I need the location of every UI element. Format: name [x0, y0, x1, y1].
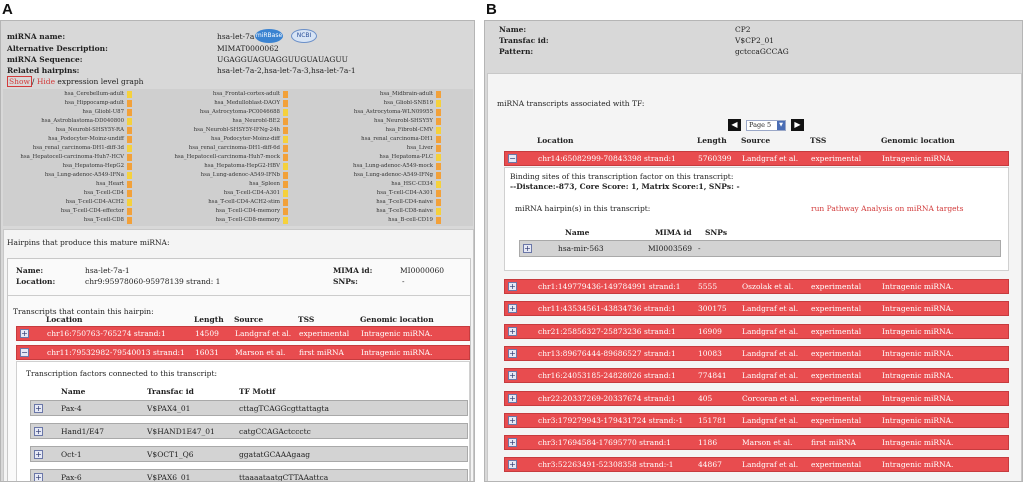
tx-source: Oszolak et al.: [742, 282, 794, 291]
tx-tss: experimental: [811, 460, 862, 470]
tf-name: Pax-6: [61, 473, 82, 482]
tx-genomic: Intragenic miRNA.: [361, 348, 433, 357]
tx-tss: experimental: [811, 154, 862, 163]
tx-header-source: Source: [234, 315, 264, 324]
expand-icon[interactable]: +: [509, 393, 516, 403]
graph-level-bar: [436, 145, 441, 152]
expand-icon[interactable]: +: [35, 473, 42, 482]
graph-level-bar: [127, 190, 132, 197]
tx-source: Landgraf et al.: [742, 460, 799, 470]
transcript-row[interactable]: [504, 151, 1009, 166]
graph-sample-label: hsa_T-cell-CD4-naive: [376, 199, 433, 205]
tf-row[interactable]: [30, 400, 468, 416]
hide-link[interactable]: Hide: [36, 77, 56, 86]
graph-level-bar: [127, 109, 132, 116]
tx-source: Marson et al.: [742, 438, 793, 448]
tf-motif: catgCCAGActccctc: [239, 427, 311, 436]
transcripts-tf-title: miRNA transcripts associated with TF:: [497, 99, 645, 108]
tx-source: Landgraf et al.: [235, 329, 292, 338]
graph-sample-label: hsa_Neurobl-BE2: [232, 118, 280, 124]
tx-tss: experimental: [811, 371, 862, 381]
tf-row[interactable]: [30, 446, 468, 462]
graph-sample-label: hsa_Gliobl-U87: [82, 109, 124, 115]
tf-name: Pax-4: [61, 404, 82, 413]
tx-tss: experimental: [811, 282, 862, 291]
graph-sample-label: hsa_Hepatocell-carcinoma-Huh7-HCV: [20, 154, 124, 160]
transcript-row[interactable]: [504, 324, 1009, 339]
tf-header-motif: TF Motif: [239, 387, 276, 396]
graph-level-bar: [127, 172, 132, 179]
graph-sample-label: hsa_Lung-adenoc-A549-IFNa: [44, 172, 124, 178]
tx-header-genomic: Genomic location: [360, 315, 434, 324]
transcript-row[interactable]: [504, 368, 1009, 383]
graph-level-bar: [283, 109, 288, 116]
graph-level-bar: [283, 190, 288, 197]
expand-icon[interactable]: +: [509, 282, 516, 291]
header-location: Location: [537, 136, 574, 145]
graph-sample-label: hsa_T-cell-CD4-A301: [223, 190, 280, 196]
tx-length: 151781: [698, 415, 727, 425]
sub-header-name: Name: [565, 228, 590, 237]
tf-title: Transcription factors connected to this transcript:: [26, 369, 217, 378]
collapse-icon[interactable]: −: [509, 154, 516, 163]
graph-sample-label: hsa_renal_carcinoma-DH1-diff-6d: [188, 145, 280, 151]
tx-length: 405: [698, 393, 713, 403]
hairpin-name: hsa-mir-563: [558, 244, 604, 253]
graph-level-bar: [436, 109, 441, 116]
graph-level-bar: [127, 217, 132, 224]
graph-level-bar: [283, 163, 288, 170]
tx-genomic: Intragenic miRNA.: [361, 329, 433, 338]
graph-level-bar: [283, 208, 288, 215]
page-select[interactable]: [746, 120, 786, 131]
graph-sample-label: hsa_T-cell-CD8-memory: [215, 217, 280, 223]
graph-sample-label: hsa_Neurobl-SHSY5Y: [374, 118, 433, 124]
graph-level-bar: [283, 199, 288, 206]
graph-level-bar: [127, 100, 132, 107]
graph-level-bar: [436, 118, 441, 125]
graph-sample-label: hsa_B-cell-CD19: [388, 217, 433, 223]
tx-location: chr3:17694584-17695770 strand:1: [538, 438, 672, 448]
hairpin-location-label: Location:: [16, 277, 56, 286]
mima-id-label: MIMA id:: [333, 266, 373, 275]
tx-location: chr3:179279943-179431724 strand:-1: [538, 415, 684, 425]
graph-level-bar: [436, 217, 441, 224]
tf-name: Oct-1: [61, 450, 82, 459]
expand-icon[interactable]: +: [509, 326, 516, 336]
graph-sample-label: hsa_Podocyter-Moinz-undiff: [48, 136, 124, 142]
graph-sample-label: hsa_Lung-adenoc-A549-mock: [352, 163, 433, 169]
tx-header-tss: TSS: [298, 315, 315, 324]
graph-level-bar: [283, 172, 288, 179]
graph-sample-label: hsa_Gliobl-SNB19: [383, 100, 433, 106]
pattern-value: gctccaGCCAG: [735, 47, 789, 56]
snps-label: SNPs:: [333, 277, 358, 286]
graph-level-bar: [283, 127, 288, 134]
graph-sample-label: hsa_Hepatoma-HepG2-HBV: [204, 163, 280, 169]
graph-level-bar: [283, 118, 288, 125]
tx-length: 10083: [698, 348, 722, 358]
transfac-id-label: Transfac id:: [499, 36, 549, 45]
tx-genomic: Intragenic miRNA.: [882, 460, 954, 470]
graph-level-bar: [436, 154, 441, 161]
ncbi-logo[interactable]: NCBI: [291, 29, 317, 43]
hairpins-title: Hairpins that produce this mature miRNA:: [7, 238, 170, 247]
tf-name-label: Name:: [499, 25, 527, 34]
graph-sample-label: hsa_Astrocytoma-WLN09955: [353, 109, 433, 115]
graph-sample-label: hsa_T-cell-CD4-A301: [376, 190, 433, 196]
graph-sample-label: hsa_Spleen: [249, 181, 280, 187]
hairpin-mima: MI0003569: [648, 244, 693, 253]
graph-sample-label: hsa_Podocyter-Moinz-diff: [211, 136, 280, 142]
graph-level-bar: [127, 181, 132, 188]
tx-length: 14509: [195, 329, 219, 338]
transcript-row[interactable]: [504, 457, 1009, 472]
graph-sample-label: hsa_T-cell-CD8-naive: [376, 208, 433, 214]
sub-header-mima: MIMA id: [655, 228, 692, 237]
expand-icon[interactable]: +: [509, 304, 516, 314]
panel-a-label: A: [2, 1, 13, 18]
graph-level-bar: [436, 127, 441, 134]
graph-sample-label: hsa_renal_carcinoma-DH1-diff-3d: [32, 145, 124, 151]
tf-motif: ggatatGCAAAgaag: [239, 450, 311, 459]
hairpin-row[interactable]: [519, 240, 1001, 257]
tf-id: V$PAX6_01: [147, 473, 191, 482]
related-hairpins-label: Related hairpins:: [7, 66, 80, 75]
graph-sample-label: hsa_Hippocamp-adult: [64, 100, 124, 106]
graph-sample-label: hsa_Astrocytoma-PC0046688: [199, 109, 280, 115]
graph-sample-label: hsa_Liver: [406, 145, 433, 151]
tx-genomic: Intragenic miRNA.: [882, 282, 954, 291]
expand-icon[interactable]: +: [524, 244, 531, 253]
expand-icon[interactable]: +: [509, 371, 516, 381]
tx-location: chr22:20337269-20337674 strand:1: [538, 393, 676, 403]
tf-row[interactable]: [30, 469, 468, 482]
tx-genomic: Intragenic miRNA.: [882, 348, 954, 358]
hairpin-card: [7, 258, 471, 482]
graph-level-bar: [436, 172, 441, 179]
tx-genomic: Intragenic miRNA.: [882, 304, 954, 314]
tx-length: 300175: [698, 304, 727, 314]
graph-level-bar: [283, 91, 288, 98]
graph-level-bar: [127, 163, 132, 170]
binding-line2: --Distance:-873, Core Score: 1, Matrix Score:1, SNPs: -: [510, 182, 740, 191]
graph-level-bar: [283, 145, 288, 152]
tx-tss: first miRNA: [811, 438, 856, 448]
tx-source: Corcoran et al.: [742, 393, 799, 403]
graph-level-bar: [127, 154, 132, 161]
graph-level-bar: [436, 199, 441, 206]
expand-icon[interactable]: +: [509, 348, 516, 358]
graph-level-bar: [436, 190, 441, 197]
expand-icon[interactable]: +: [35, 427, 42, 436]
tx-length: 16031: [195, 348, 219, 357]
graph-level-bar: [127, 118, 132, 125]
graph-sample-label: hsa_T-cell-CD4-ACH2: [65, 199, 124, 205]
graph-sample-label: hsa_Fibrobl-CMV: [385, 127, 433, 133]
mirna-name-value: hsa-let-7a: [217, 32, 255, 41]
divider: [8, 295, 470, 296]
expand-icon[interactable]: +: [509, 438, 516, 448]
next-page-button[interactable]: ▶: [791, 119, 804, 131]
graph-sample-label: hsa_renal_carcinoma-DH1: [361, 136, 433, 142]
transcript-row[interactable]: [16, 345, 470, 360]
tf-id: V$PAX4_01: [147, 404, 191, 413]
tx-tss: experimental: [811, 348, 862, 358]
graph-level-bar: [283, 136, 288, 143]
tx-length: 1186: [698, 438, 718, 448]
tx-location: chr16:24053185-24828026 strand:1: [538, 371, 676, 381]
tf-expanded-panel: [16, 361, 470, 482]
graph-level-bar: [127, 199, 132, 206]
hairpin-snps: -: [698, 244, 701, 253]
expand-icon[interactable]: +: [21, 329, 28, 338]
graph-level-bar: [283, 154, 288, 161]
tx-location: chr13:89676444-89686527 strand:1: [538, 348, 676, 358]
tx-location: chr1:149779436-149784991 strand:1: [538, 282, 681, 291]
tx-length: 16909: [698, 326, 722, 336]
tx-location: chr11:43534561-43834736 strand:1: [538, 304, 676, 314]
graph-level-bar: [436, 163, 441, 170]
tx-genomic: Intragenic miRNA.: [882, 371, 954, 381]
panel-a: [0, 20, 475, 482]
expand-icon[interactable]: +: [35, 450, 42, 459]
mirna-name-label: miRNA name:: [7, 32, 66, 41]
tx-header-length: Length: [194, 315, 224, 324]
tx-tss: experimental: [811, 393, 862, 403]
tf-motif: cttagTCAGGcgttattagta: [239, 404, 329, 413]
tx-source: Landgraf et al.: [742, 326, 799, 336]
transcript-row[interactable]: [504, 346, 1009, 361]
graph-sample-label: hsa_T-cell-CD8: [83, 217, 124, 223]
tx-tss: first miRNA: [299, 348, 344, 357]
binding-line1: Binding sites of this transcription factor on this transcript:: [510, 172, 734, 181]
expression-level-graph: [3, 89, 473, 226]
tx-source: Landgraf et al.: [742, 371, 799, 381]
mima-id-value: MI0000060: [400, 266, 445, 275]
hairpin-label: miRNA hairpin(s) in this transcript:: [515, 204, 651, 213]
tx-source: Landgraf et al.: [742, 304, 799, 314]
tx-genomic: Intragenic miRNA.: [882, 393, 954, 403]
tx-length: 774841: [698, 371, 727, 381]
graph-level-bar: [127, 136, 132, 143]
expand-icon[interactable]: +: [509, 460, 516, 470]
graph-sample-label: hsa_Heart: [96, 181, 124, 187]
header-genomic: Genomic location: [881, 136, 955, 145]
header-source: Source: [741, 136, 771, 145]
tx-source: Landgraf et al.: [742, 415, 799, 425]
sequence-label: miRNA Sequence:: [7, 55, 83, 64]
hairpin-name-label: Name:: [16, 266, 44, 275]
sub-header-snps: SNPs: [705, 228, 728, 237]
pathway-analysis-link[interactable]: run Pathway Analysis on miRNA targets: [811, 204, 964, 213]
tx-location: chr16:750763-765274 strand:1: [47, 329, 166, 338]
graph-level-bar: [283, 217, 288, 224]
chevron-down-icon: ▼: [777, 121, 785, 130]
graph-level-bar: [127, 208, 132, 215]
graph-level-bar: [127, 145, 132, 152]
show-link[interactable]: Show: [9, 77, 30, 86]
graph-sample-label: hsa_Cerebellum-adult: [64, 91, 124, 97]
tx-source: Landgraf et al.: [742, 348, 799, 358]
binding-expanded-panel: [504, 167, 1009, 271]
graph-level-bar: [127, 127, 132, 134]
graph-sample-label: hsa_Neurobl-SHSY5Y-IFNg-24h: [193, 127, 280, 133]
collapse-icon[interactable]: −: [21, 348, 28, 357]
graph-sample-label: hsa_Astroblastoma-DD040800: [41, 118, 124, 124]
graph-level-bar: [436, 100, 441, 107]
panel-b: [484, 20, 1023, 482]
transcript-row[interactable]: [16, 326, 470, 341]
transcript-row[interactable]: [504, 413, 1009, 428]
graph-level-bar: [436, 208, 441, 215]
transcripts-section: [487, 73, 1022, 482]
tx-tss: experimental: [811, 415, 862, 425]
tx-tss: experimental: [811, 304, 862, 314]
tx-header-location: Location: [46, 315, 83, 324]
altdesc-value: MIMAT0000062: [217, 44, 279, 53]
tx-source: Marson et al.: [235, 348, 286, 357]
expr-rest: expression level graph: [55, 77, 144, 86]
graph-sample-label: hsa_Medulloblast-DAOY: [214, 100, 280, 106]
sequence-value: UGAGGUAGUAGGUUGUAUAGUU: [217, 55, 348, 64]
graph-sample-label: hsa_T-cell-CD4: [83, 190, 124, 196]
header-length: Length: [697, 136, 727, 145]
tx-location: chr11:79532982-79540013 strand:1: [47, 348, 185, 357]
mirbase-logo[interactable]: miRBase: [255, 29, 283, 43]
tf-row[interactable]: [30, 423, 468, 439]
graph-sample-label: hsa_HSC-CD34: [391, 181, 433, 187]
altdesc-label: Alternative Description:: [7, 44, 108, 53]
pattern-label: Pattern:: [499, 47, 534, 56]
tx-length: 5555: [698, 282, 718, 291]
graph-sample-label: hsa_Hepatoma-PLC: [379, 154, 433, 160]
tx-location: chr3:52263491-52308358 strand:-1: [538, 460, 674, 470]
hairpin-location-value: chr9:95978060-95978139 strand: 1: [85, 277, 221, 286]
tf-motif: ttaaaataatgCTTAAattca: [239, 473, 329, 482]
prev-page-button[interactable]: ◀: [728, 119, 741, 131]
graph-sample-label: hsa_Lung-adenoc-A549-IFNg: [353, 172, 433, 178]
tf-name: Hand1/E47: [61, 427, 104, 436]
graph-level-bar: [436, 136, 441, 143]
graph-sample-label: hsa_Neurobl-SHSY5Y-RA: [55, 127, 124, 133]
tf-header-name: Name: [61, 387, 86, 396]
transcript-row[interactable]: [504, 279, 1009, 294]
tx-genomic: Intragenic miRNA.: [882, 415, 954, 425]
expression-toggle: [7, 77, 144, 86]
tx-genomic: Intragenic miRNA.: [882, 326, 954, 336]
tx-tss: experimental: [811, 326, 862, 336]
graph-sample-label: hsa_Hepatoma-HepG2: [62, 163, 124, 169]
graph-sample-label: hsa_Lung-adenoc-A549-IFNb: [200, 172, 280, 178]
snps-value: -: [402, 277, 405, 286]
graph-level-bar: [283, 181, 288, 188]
tx-length: 44867: [698, 460, 722, 470]
graph-sample-label: hsa_T-cell-CD4-memory: [215, 208, 280, 214]
transcript-row[interactable]: [504, 391, 1009, 406]
tx-location: chr14:65082999-70843398 strand:1: [538, 154, 676, 163]
tx-genomic: Intragenic miRNA.: [882, 438, 954, 448]
transcripts-title: Transcripts that contain this hairpin:: [13, 307, 154, 316]
graph-level-bar: [436, 181, 441, 188]
expand-icon[interactable]: +: [35, 404, 42, 413]
tf-id: V$OCT1_Q6: [147, 450, 194, 459]
transfac-id-value: V$CP2_01: [735, 36, 775, 45]
page-select-value: Page 5: [749, 121, 772, 129]
hairpin-name-value: hsa-let-7a-1: [85, 266, 130, 275]
tf-id: V$HAND1E47_01: [147, 427, 215, 436]
hairpins-section: [3, 229, 474, 482]
graph-sample-label: hsa_Hepatocell-carcinoma-Huh7-mock: [174, 154, 280, 160]
tx-location: chr21:25856327-25873236 strand:1: [538, 326, 676, 336]
tx-source: Landgraf et al.: [742, 154, 799, 163]
graph-level-bar: [436, 91, 441, 98]
graph-sample-label: hsa_T-cell-CD4-effector: [60, 208, 124, 214]
graph-sample-label: hsa_Frontal-cortex-adult: [212, 91, 280, 97]
graph-sample-label: hsa_T-cell-CD4-ACH2-stim: [208, 199, 280, 205]
tx-length: 5760399: [698, 154, 732, 163]
related-hairpins-value: hsa-let-7a-2,hsa-let-7a-3,hsa-let-7a-1: [217, 66, 356, 75]
panel-b-label: B: [486, 1, 497, 18]
tx-tss: experimental: [299, 329, 350, 338]
graph-level-bar: [127, 91, 132, 98]
tf-name-value: CP2: [735, 25, 751, 34]
tf-header-id: Transfac id: [147, 387, 194, 396]
transcript-row[interactable]: [504, 301, 1009, 316]
transcript-row[interactable]: [504, 435, 1009, 450]
expr-sep: /: [31, 77, 35, 86]
expand-icon[interactable]: +: [509, 415, 516, 425]
header-tss: TSS: [810, 136, 827, 145]
tx-genomic: Intragenic miRNA.: [882, 154, 954, 163]
graph-sample-label: hsa_Midbrain-adult: [379, 91, 433, 97]
graph-level-bar: [283, 100, 288, 107]
